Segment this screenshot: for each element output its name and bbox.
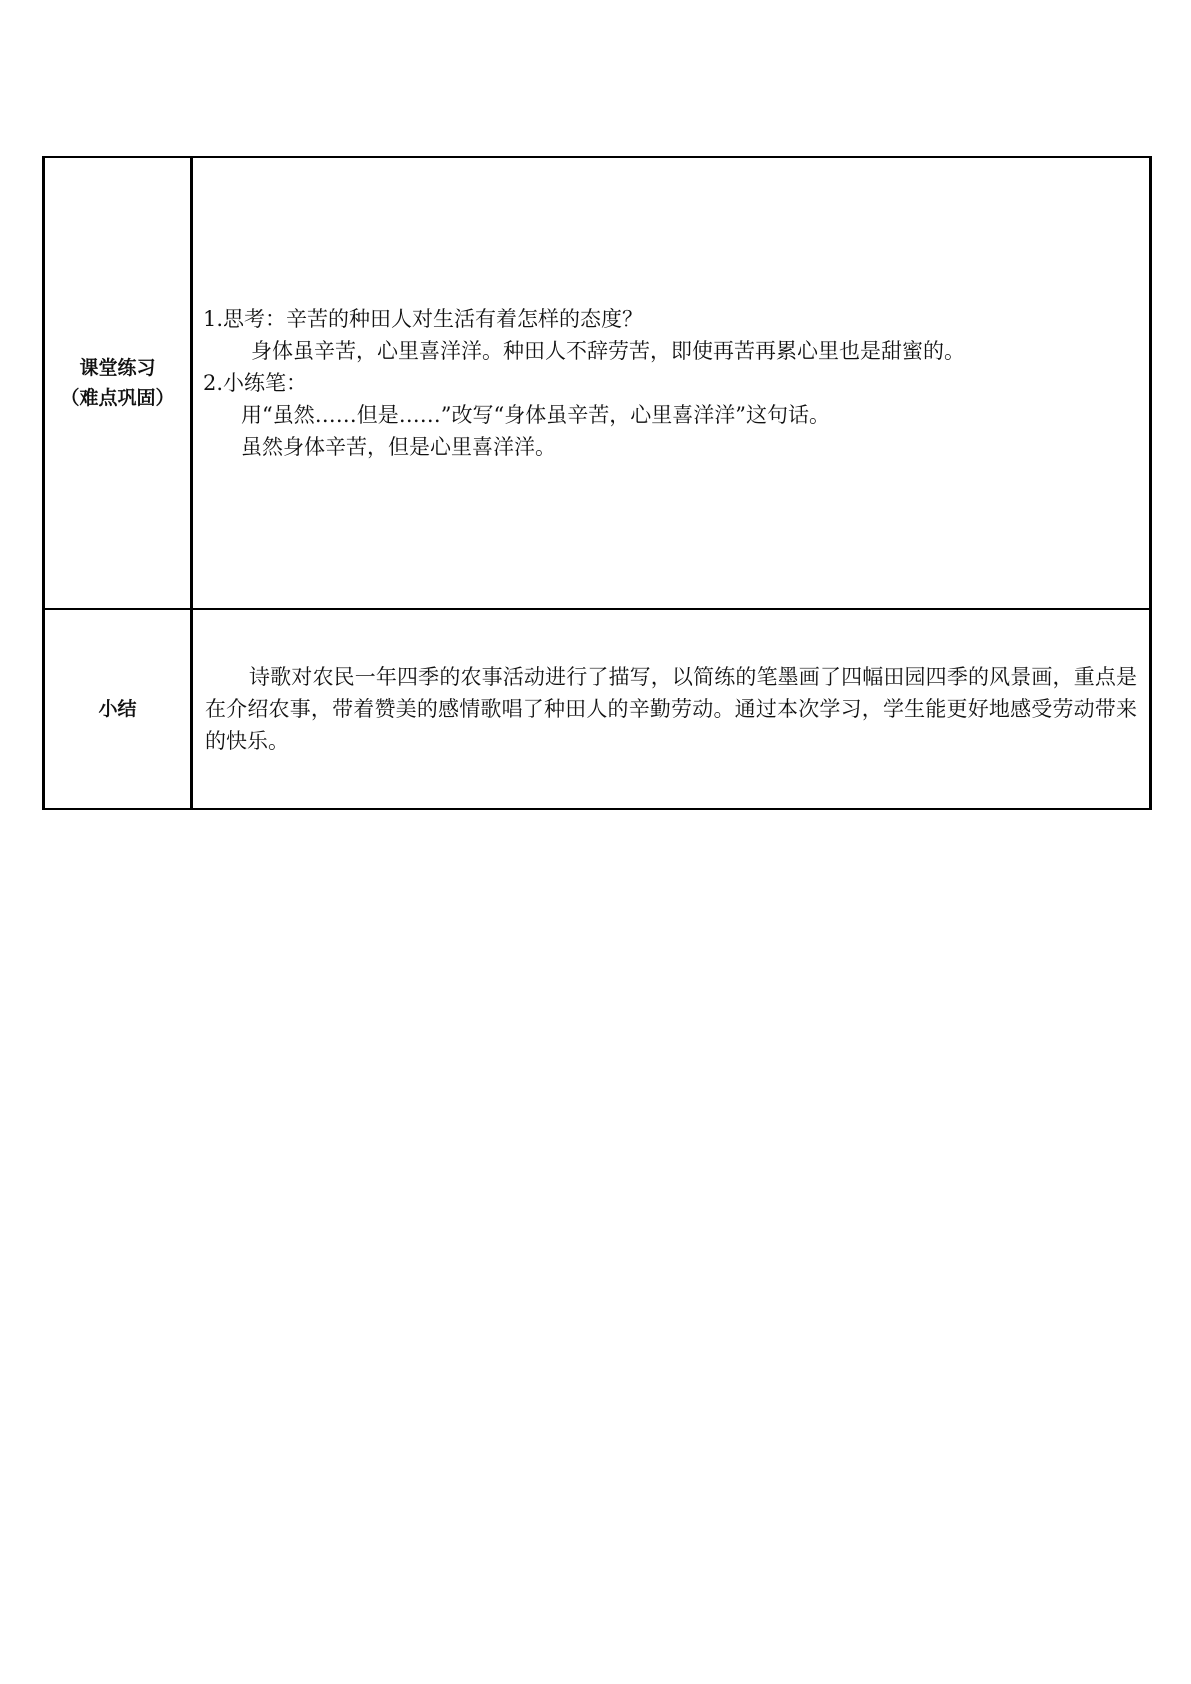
label-line: 课堂练习: [79, 357, 156, 379]
row-content-practice: [192, 157, 1151, 609]
question-2: 2.小练笔：: [203, 371, 308, 395]
table-row-practice: [44, 157, 1151, 609]
label-line: （难点巩固）: [60, 387, 175, 409]
lesson-plan-table: [42, 156, 1152, 810]
answer-1: 身体虽辛苦，心里喜洋洋。种田人不辞劳苦，即使再苦再累心里也是甜蜜的。: [251, 339, 965, 363]
table-row-summary: [44, 609, 1151, 809]
question-2-instruction: 用“虽然……但是……”改写“身体虽辛苦，心里喜洋洋”这句话。: [241, 403, 830, 427]
answer-2: 虽然身体辛苦，但是心里喜洋洋。: [241, 435, 556, 459]
row-label-summary: [44, 609, 192, 809]
question-1: 1.思考：辛苦的种田人对生活有着怎样的态度？: [203, 307, 644, 331]
row-label-practice: [44, 157, 192, 609]
row-content-summary: [192, 609, 1151, 809]
summary-paragraph: 诗歌对农民一年四季的农事活动进行了描写，以简练的笔墨画了四幅田园四季的风景画，重点是在介绍农事，带着赞美的感情歌唱了种田人的辛勤劳动。通过本次学习，学生能更好地感受劳动带来的快乐。: [205, 665, 1137, 753]
label-line: 小结: [98, 698, 137, 720]
